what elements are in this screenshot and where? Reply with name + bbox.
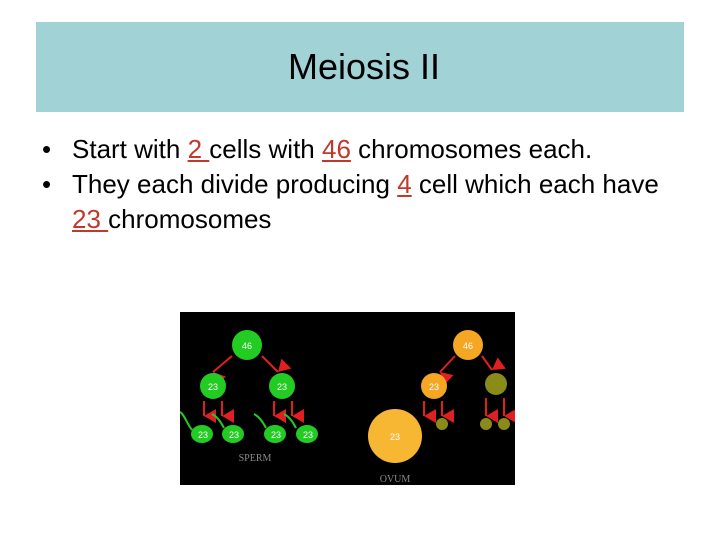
bullet-text: chromosomes: [108, 204, 272, 234]
daughter-cell-count: 23: [276, 382, 288, 392]
bullet-item: [42, 132, 692, 167]
sperm-label: SPERM: [238, 453, 272, 464]
answer-blank: 46: [321, 134, 351, 164]
ovum-count: 23: [389, 432, 401, 442]
sperm-cell: [254, 414, 286, 443]
answer-blank: 2: [187, 134, 210, 164]
meiosis-diagram-svg: [180, 312, 515, 485]
daughter-cell-count: 23: [207, 382, 219, 392]
arrow-icon: [440, 356, 455, 372]
polar-body: [498, 418, 510, 430]
bullet-text: chromosomes each.: [350, 134, 593, 164]
sperm-cell: [212, 414, 244, 443]
parent-egg-count: 46: [462, 341, 474, 351]
bullet-text: Start with: [72, 134, 188, 164]
bullet-text: cells with: [209, 134, 322, 164]
arrow-icon: [482, 356, 492, 370]
sperm-count: 23: [302, 430, 314, 440]
answer-blank: 23: [72, 204, 109, 234]
polar-body: [480, 418, 492, 430]
sperm-count: 23: [270, 430, 282, 440]
bullet-text: cell which each have: [411, 169, 659, 199]
bullet-item: [42, 167, 692, 237]
parent-cell-count: 46: [241, 341, 253, 351]
arrow-icon: [213, 356, 232, 372]
meiosis-diagram: [180, 312, 515, 485]
answer-blank: 4: [397, 169, 412, 199]
secondary-oocyte-count: 23: [428, 382, 440, 392]
sperm-lineage: [180, 330, 318, 464]
sperm-count: 23: [197, 430, 209, 440]
polar-body: [485, 373, 507, 395]
bullet-text: They each divide producing: [72, 169, 398, 199]
ovum-label: OVUM: [379, 474, 411, 485]
polar-body: [436, 418, 448, 430]
sperm-cell: [284, 414, 318, 443]
ovum-lineage: [368, 330, 510, 485]
sperm-cell: [180, 412, 213, 443]
arrow-icon: [262, 356, 278, 372]
title-banner: [36, 22, 684, 112]
bullet-list: [42, 132, 692, 237]
sperm-count: 23: [228, 430, 240, 440]
slide-title: Meiosis II: [287, 46, 441, 87]
